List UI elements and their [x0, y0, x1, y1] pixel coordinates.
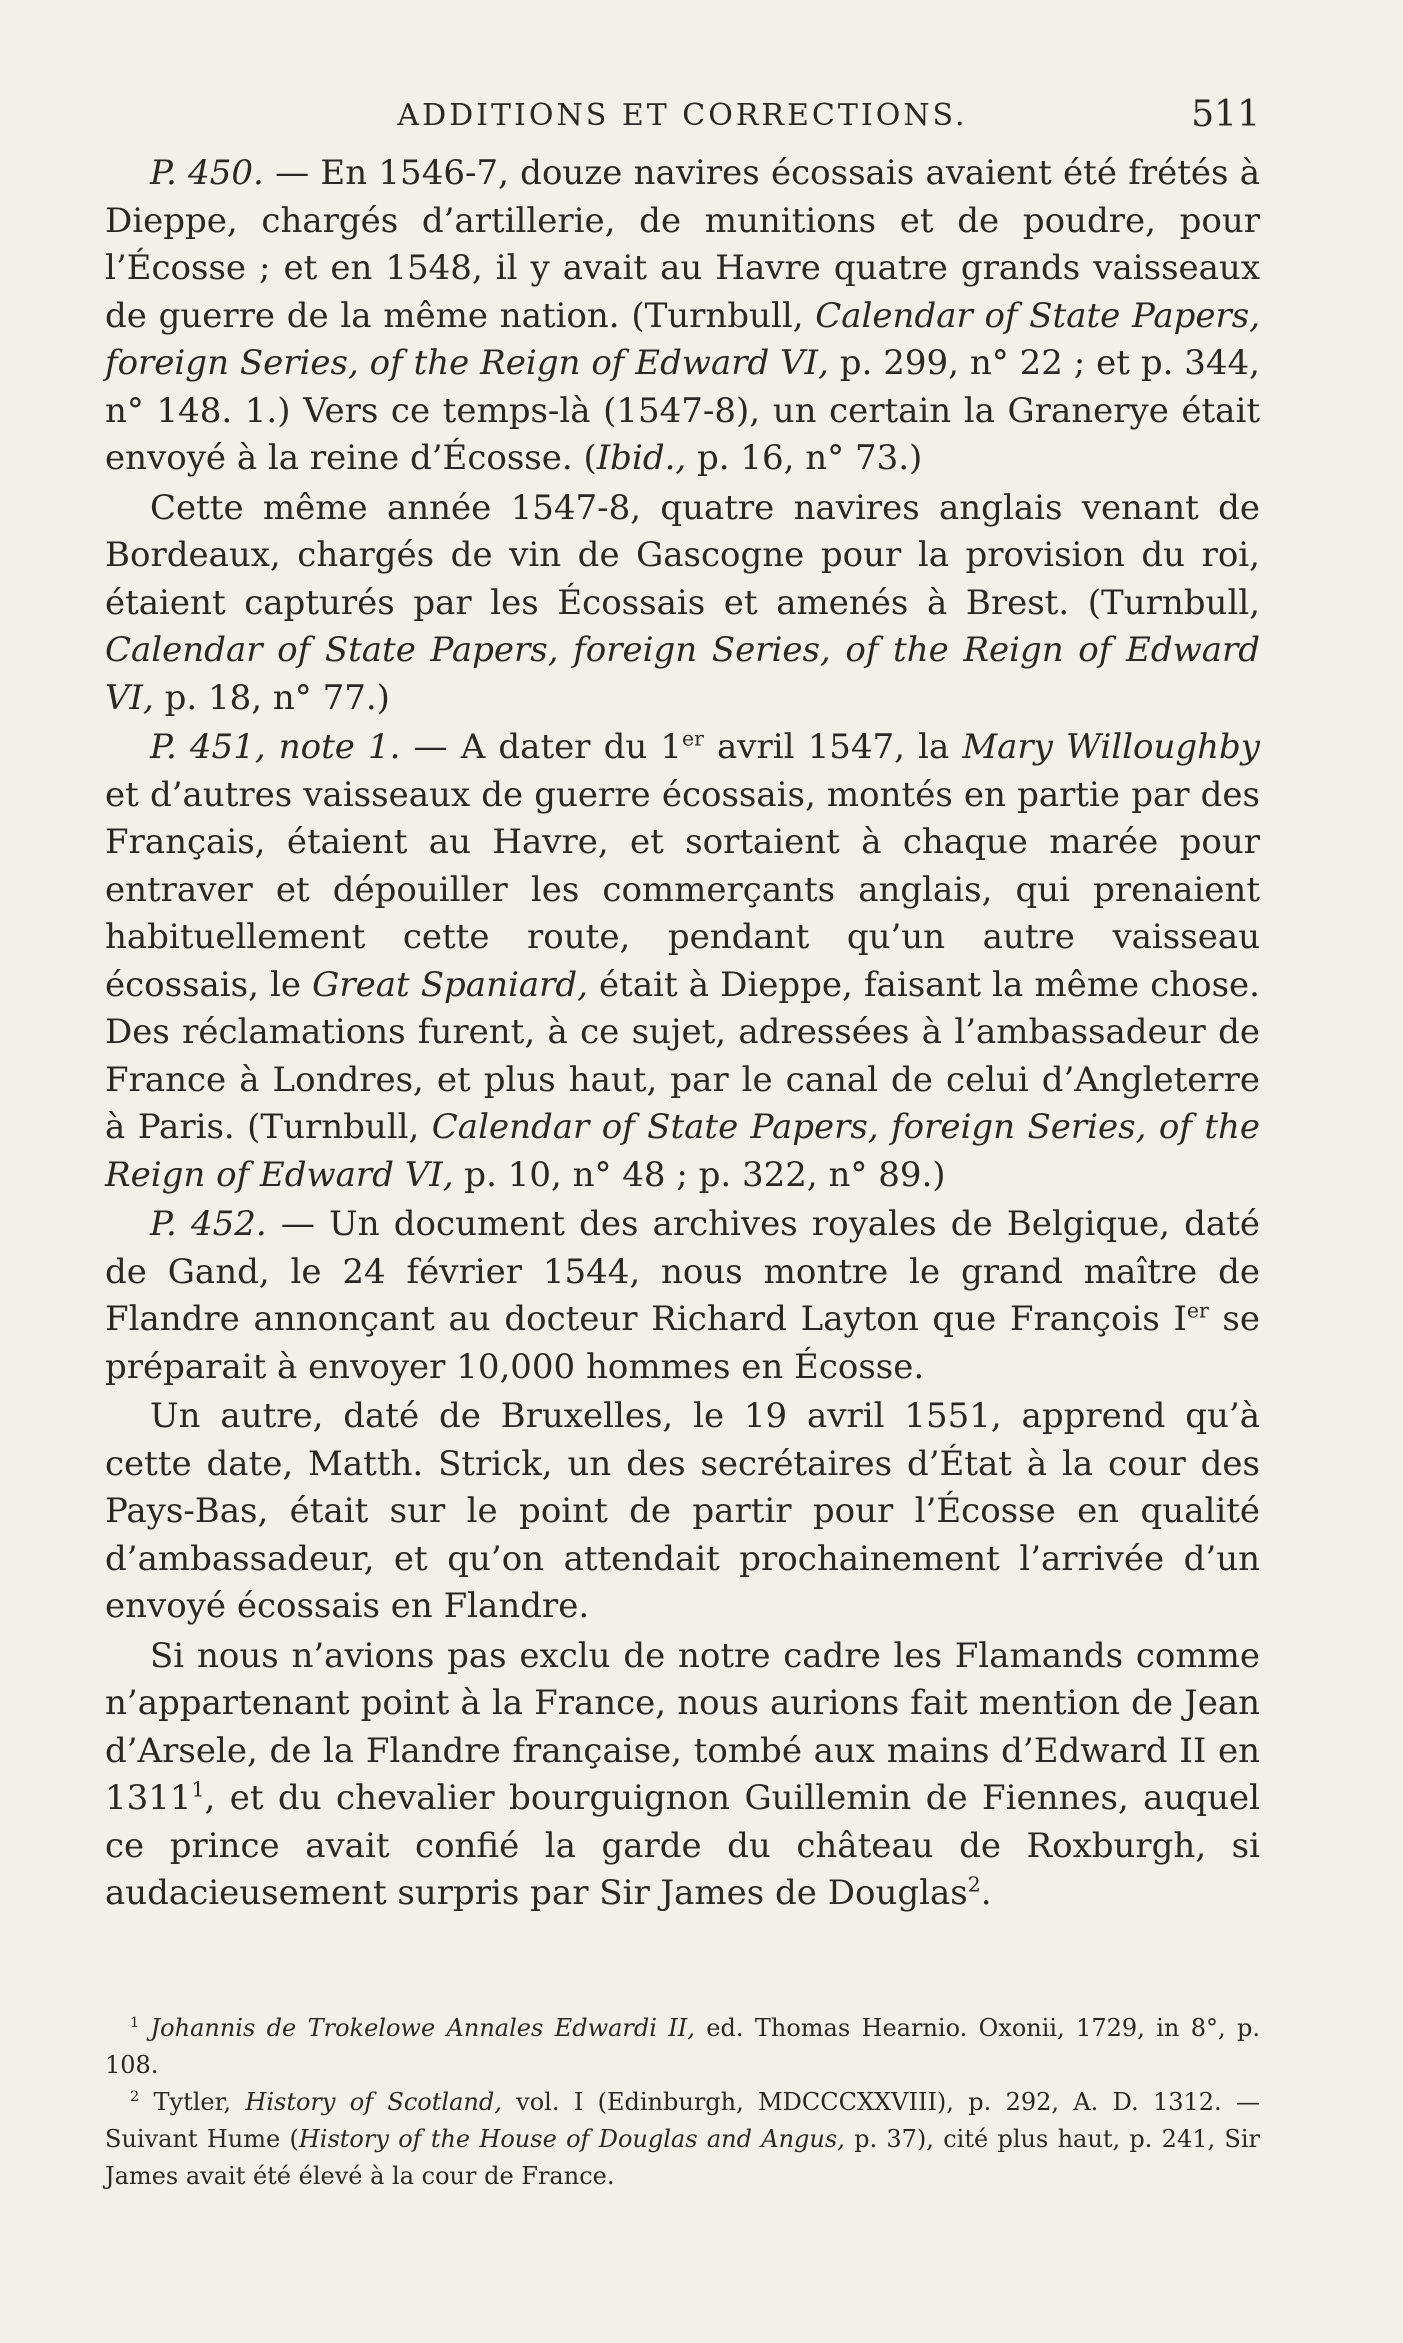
running-header: [105, 94, 1260, 146]
page-number: 511: [1191, 94, 1260, 135]
paragraph-p452-third: Si nous n’avions pas exclu de notre cadre les Flamands comme n’appartenant point à la France, nous aurions fait mention de Jean d’Arsele, de la Flandre française, tombé aux mains d’Edward II en 1311$^1$, et du chevalier bourguignon Guillemin de Fiennes, auquel ce prince avait confié la garde du château de Roxburgh, si audacieusement surpris par Sir James de Douglas$^2$.: [105, 1635, 1260, 1913]
footnote-marker: 1: [191, 1777, 205, 1802]
page-reference: P. 451, note 1.: [150, 727, 401, 767]
running-title: ADDITIONS ET CORRECTIONS.: [397, 98, 968, 133]
footnote-2: $^2$ Tytler, History of Scotland, vol. I (Edinburgh, MDCCCXXVIII), p. 292, A. D. 1312. — Suivant Hume (History of the House of Douglas and Angus, p. 37), cité plus haut, p. 241, Sir James avait été élevé à la cour de France.: [105, 2088, 1261, 2190]
main-text: [105, 150, 1260, 1918]
page-reference: P. 450.: [150, 153, 264, 193]
paragraph-p452: P. 452. — Un document des archives royales de Belgique, daté de Gand, le 24 février 1544, nous montre le grand maître de Flandre annonçant au docteur Richard Layton que François Ier se préparait à envoyer 10,000 hommes en Écosse.: [105, 1204, 1260, 1387]
page-reference: P. 452.: [150, 1204, 267, 1244]
paragraph-p450: P. 450. — En 1546-7, douze navires écossais avaient été frétés à Dieppe, chargés d’artillerie, de munitions et de poudre, pour l’Écosse ; et en 1548, il y avait au Havre quatre grands vaisseaux de guerre de la même nation. (Turnbull, Calendar of State Papers, foreign Series, of the Reign of Edward VI, p. 299, n° 22 ; et p. 344, n° 148. 1.) Vers ce temps-là (1547-8), un certain la Granerye était envoyé à la reine d’Écosse. (Ibid., p. 16, n° 73.): [105, 153, 1261, 478]
paragraph-p450-continued: Cette même année 1547-8, quatre navires anglais venant de Bordeaux, chargés de vin de Gascogne pour la provision du roi, étaient capturés par les Écossais et amenés à Brest. (Turnbull, Calendar of State Papers, foreign Series, of the Reign of Edward VI, p. 18, n° 77.): [105, 487, 1260, 718]
footnote-marker: 2: [967, 1872, 981, 1897]
citation-title: Ibid.,: [596, 438, 687, 478]
citation-title: Calendar of State Papers, foreign Series, of the Reign of Edward VI,: [105, 1107, 1260, 1195]
footnotes: [105, 2010, 1260, 2195]
footnote-1: $^1$ Johannis de Trokelowe Annales Edwardi II, ed. Thomas Hearnio. Oxonii, 1729, in 8°, p. 108.: [105, 2014, 1260, 2079]
paragraph-p451: P. 451, note 1. — A dater du 1er avril 1547, la Mary Willoughby et d’autres vaisseaux de guerre écossais, montés en partie par des Français, étaient au Havre, et sortaient à chaque marée pour entraver et dépouiller les commerçants anglais, qui prenaient habituellement cette route, pendant qu’un autre vaisseau écossais, le Great Spaniard, était à Dieppe, faisant la même chose. Des réclamations furent, à ce sujet, adressées à l’ambassadeur de France à Londres, et plus haut, par le canal de celui d’Angleterre à Paris. (Turnbull, Calendar of State Papers, foreign Series, of the Reign of Edward VI, p. 10, n° 48 ; p. 322, n° 89.): [105, 726, 1260, 1195]
citation-title: Calendar of State Papers, foreign Series, of the Reign of Edward VI,: [105, 630, 1260, 718]
ship-name: Great Spaniard,: [312, 964, 588, 1005]
citation-title: Calendar of State Papers, foreign Series, of the Reign of Edward VI,: [105, 295, 1261, 383]
paragraph-p452-second: Un autre, daté de Bruxelles, le 19 avril 1551, apprend qu’à cette date, Matth. Strick, un des secrétaires d’État à la cour des Pays-Bas, était sur le point de partir pour l’Écosse en qualité d’ambassadeur, et qu’on attendait prochainement l’arrivée d’un envoyé écossais en Flandre.: [105, 1396, 1260, 1626]
ship-name: Mary Willoughby: [962, 727, 1260, 767]
